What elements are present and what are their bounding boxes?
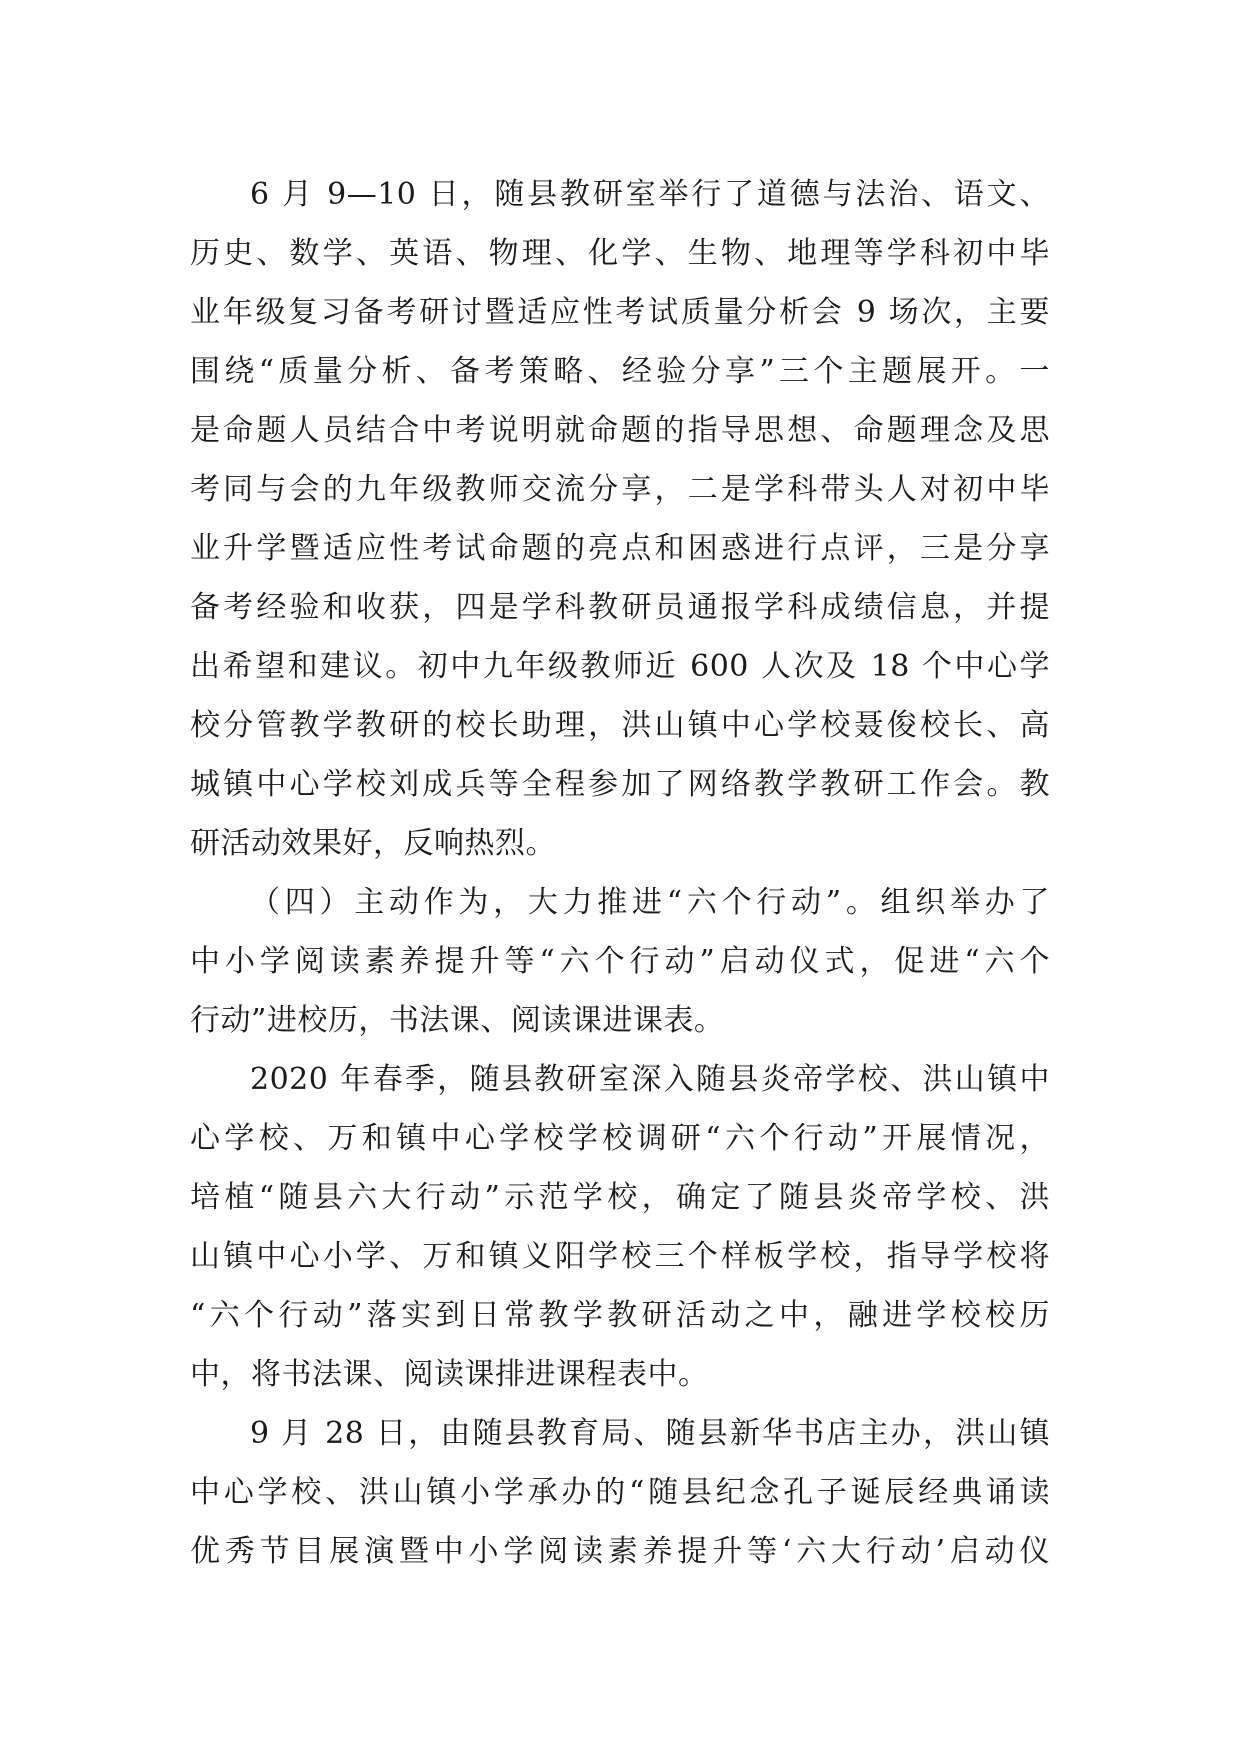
text-line: 围绕“质量分析、备考策略、经验分享”三个主题展开。一 — [190, 354, 1050, 389]
text-line: 9 月 28 日，由随县教育局、随县新华书店主办，洪山镇 — [250, 1416, 1050, 1451]
text-line: 考同与会的九年级教师交流分享，二是学科带头人对初中毕 — [190, 472, 1050, 507]
text-line: 业年级复习备考研讨暨适应性考试质量分析会 9 场次，主要 — [190, 295, 1050, 330]
text-line: （四）主动作为，大力推进“六个行动”。组织举办了 — [250, 885, 1050, 920]
text-line: 中小学阅读素养提升等“六个行动”启动仪式，促进“六个 — [190, 944, 1050, 979]
text-line: 6 月 9—10 日，随县教研室举行了道德与法治、语文、 — [250, 177, 1050, 212]
text-line: 校分管教学教研的校长助理，洪山镇中心学校聂俊校长、高 — [190, 708, 1050, 743]
paragraph-3 — [190, 1050, 1050, 1404]
text-line: 城镇中心学校刘成兵等全程参加了网络教学教研工作会。教 — [190, 767, 1050, 802]
text-line: 行动”进校历，书法课、阅读课进课表。 — [190, 1003, 725, 1038]
paragraph-1 — [190, 165, 1050, 873]
text-line: 优秀节目展演暨中小学阅读素养提升等‘六大行动’启动仪 — [190, 1534, 1050, 1569]
paragraph-4 — [190, 1404, 1050, 1581]
text-line: 2020 年春季，随县教研室深入随县炎帝学校、洪山镇中 — [250, 1062, 1050, 1097]
text-line: 出希望和建议。初中九年级教师近 600 人次及 18 个中心学 — [190, 649, 1050, 684]
text-line: 备考经验和收获，四是学科教研员通报学科成绩信息，并提 — [190, 590, 1050, 625]
text-line: 心学校、万和镇中心学校学校调研“六个行动”开展情况， — [190, 1121, 1050, 1156]
paragraph-2 — [190, 873, 1050, 1050]
text-line: 历史、数学、英语、物理、化学、生物、地理等学科初中毕 — [190, 236, 1050, 271]
text-line: 培植“随县六大行动”示范学校，确定了随县炎帝学校、洪 — [190, 1180, 1050, 1215]
text-line: 中，将书法课、阅读课排进课程表中。 — [190, 1357, 709, 1392]
text-line: 研活动效果好，反响热烈。 — [190, 826, 556, 861]
document-body — [190, 165, 1050, 1581]
text-line: 业升学暨适应性考试命题的亮点和困惑进行点评，三是分享 — [190, 531, 1050, 566]
text-line: “六个行动”落实到日常教学教研活动之中，融进学校校历 — [190, 1298, 1050, 1333]
text-line: 山镇中心小学、万和镇义阳学校三个样板学校，指导学校将 — [190, 1239, 1050, 1274]
text-line: 中心学校、洪山镇小学承办的“随县纪念孔子诞辰经典诵读 — [190, 1475, 1050, 1510]
text-line: 是命题人员结合中考说明就命题的指导思想、命题理念及思 — [190, 413, 1050, 448]
